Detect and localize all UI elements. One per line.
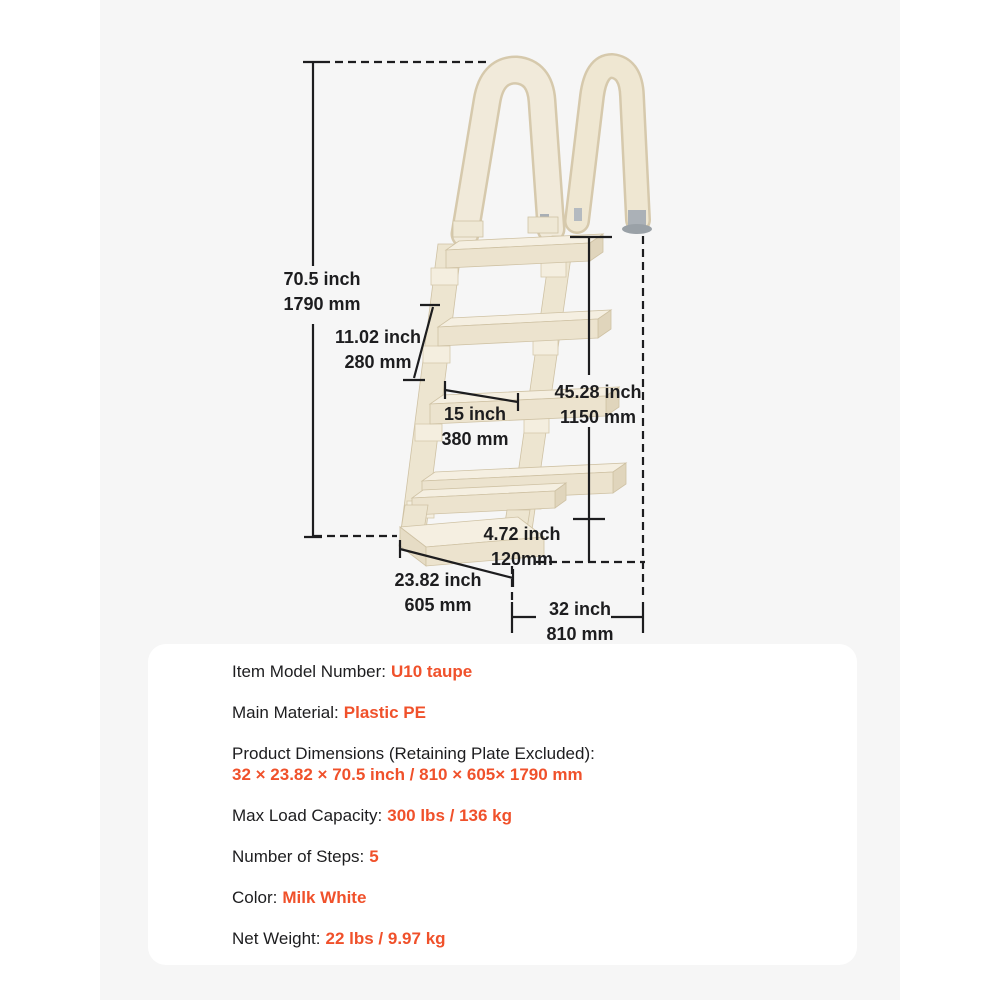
spec-row-material (232, 702, 837, 723)
ladder-handles (453, 66, 652, 237)
spec-row-color (232, 887, 837, 908)
dim-ladder-height-label: 45.28 inch 1150 mm (554, 382, 642, 427)
spec-row-steps (232, 846, 837, 867)
spec-list (232, 661, 837, 949)
spec-label: Net Weight: (232, 929, 321, 948)
spec-value: 22 lbs / 9.97 kg (325, 929, 446, 948)
dim-overall-height-label: 70.5 inch 1790 mm (283, 269, 361, 314)
hinge-pin (574, 208, 582, 221)
product-canvas (100, 0, 900, 1000)
spec-label: Number of Steps: (232, 847, 365, 866)
spec-row-model-number (232, 661, 837, 682)
spec-row-dimensions (232, 743, 837, 785)
spec-label: Item Model Number: (232, 662, 386, 681)
spec-label: Color: (232, 888, 278, 907)
dim-base-width-label: 23.82 inch 605 mm (394, 570, 482, 615)
spec-row-weight (232, 928, 837, 949)
dim-step-spacing-label: 11.02 inch 280 mm (334, 327, 422, 372)
spec-value: Plastic PE (343, 703, 426, 722)
spec-label: Product Dimensions (Retaining Plate Excluded): (232, 744, 595, 763)
spec-row-load-capacity (232, 805, 837, 826)
spec-value: Milk White (282, 888, 367, 907)
spec-label: Max Load Capacity: (232, 806, 383, 825)
dim-plate-thickness-label: 4.72 inch 120mm (483, 524, 561, 569)
spec-value: 32 × 23.82 × 70.5 inch / 810 × 605× 1790 mm (232, 765, 583, 784)
spec-value: 300 lbs / 136 kg (387, 806, 512, 825)
dim-base-depth-label: 32 inch 810 mm (546, 599, 614, 644)
spec-panel (148, 644, 857, 965)
spec-value: 5 (369, 847, 379, 866)
spec-label: Main Material: (232, 703, 339, 722)
dim-step-width-label: 15 inch 380 mm (441, 404, 509, 449)
spec-value: U10 taupe (391, 662, 473, 681)
